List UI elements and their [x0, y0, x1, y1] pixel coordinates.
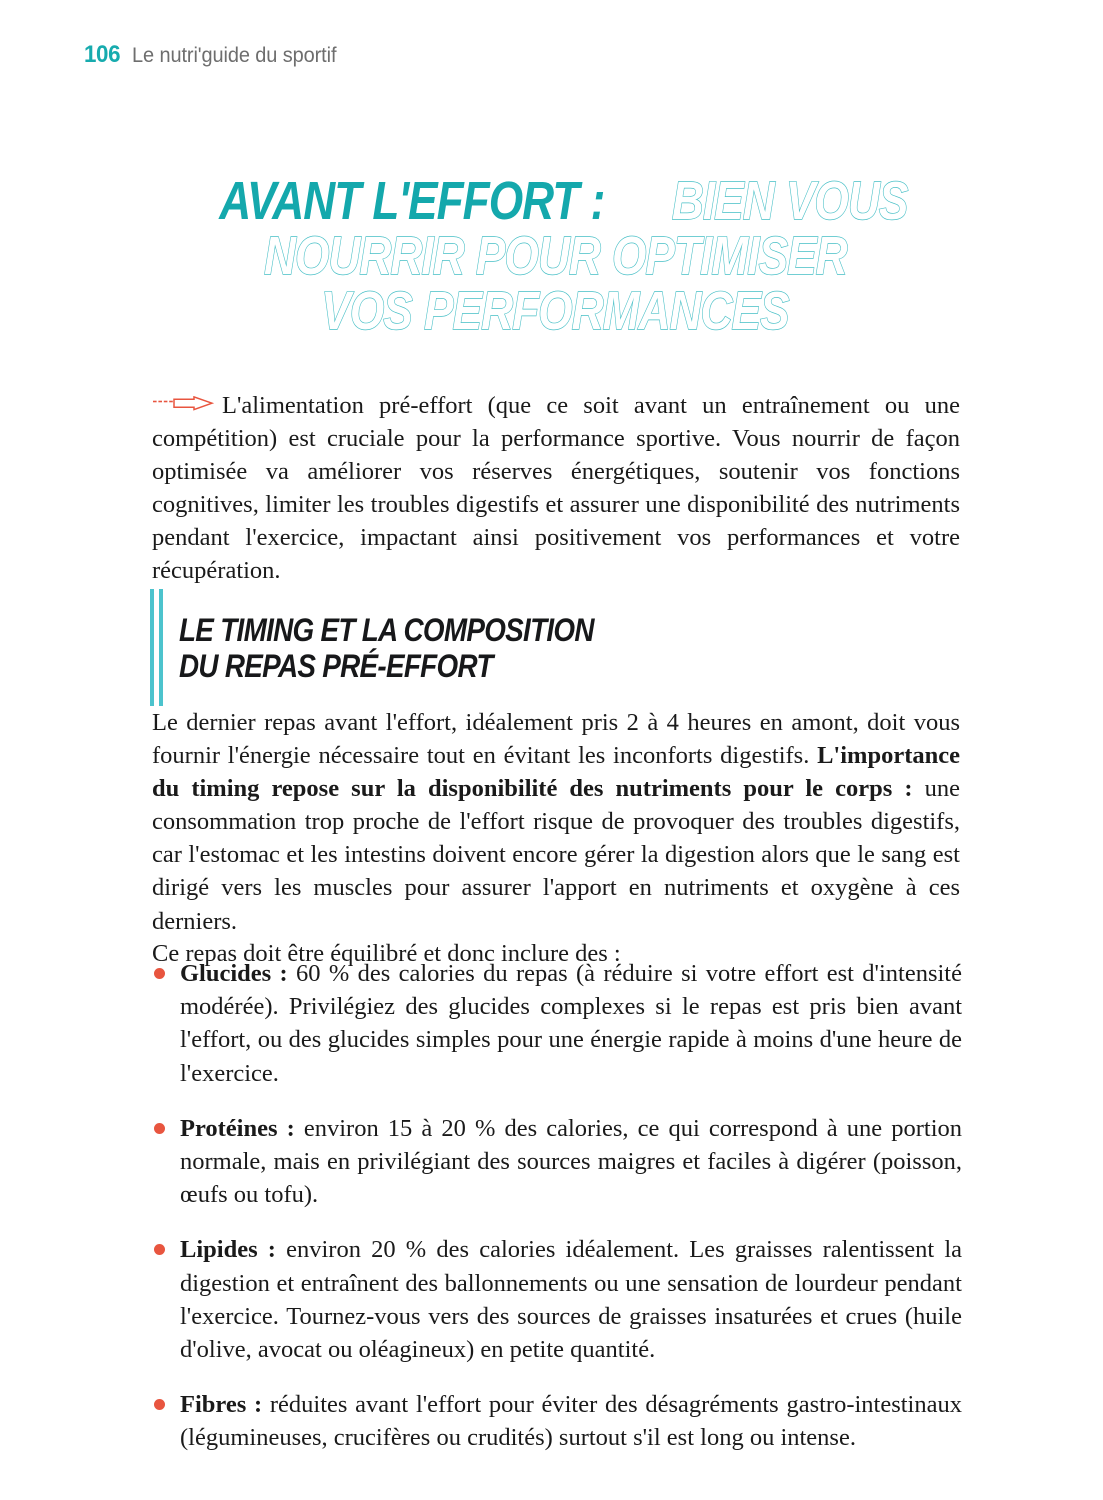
page-title [150, 171, 960, 342]
section-heading-line-1: LE TIMING ET LA COMPOSITION [179, 611, 594, 648]
paragraph-timing-part-2: une consommation trop proche de l'effort risque de provoquer des troubles digestifs, car l'estomac et les intestins doivent encore gérer la digestion alors que le sang est dirigé vers les muscles pour assurer l'apport en nutriments et oxygène à ces derniers. [152, 774, 961, 935]
list-item-label: Protéines : [180, 1114, 295, 1142]
page-number: 106 [84, 41, 121, 68]
running-header-title: Le nutri'guide du sportif [131, 44, 337, 67]
intro-paragraph [152, 387, 960, 588]
list-item-text: environ 15 à 20 % des calories, ce qui correspond à une portion normale, mais en privilégiant des sources maigres et faciles à digérer (poisson, œufs ou tofu). [180, 1114, 962, 1209]
list-item-content [180, 960, 962, 1087]
accent-bar-2 [159, 589, 163, 706]
page-title-outline-part-1: BIEN VOUS [672, 171, 908, 232]
list-item-text: environ 20 % des calories idéalement. Les graisses ralentissent la digestion et entraînent des ballonnements ou une sensation de lourdeur pendant l'exercice. Tournez-vous vers des sources de graisses insaturées et crues (huile d'olive, avocat ou oléagineux) en petite quantité. [180, 1236, 963, 1363]
page-title-outline-part-2: NOURRIR POUR OPTIMISER [263, 226, 847, 287]
section-heading-line-2: DU REPAS PRÉ-EFFORT [179, 648, 493, 685]
list-item-label: Glucides : [180, 960, 288, 987]
paragraph-timing-bold: L'importance du timing repose sur la disponibilité des nutriments pour le corps : [152, 741, 960, 802]
nutrient-bullet-list [152, 957, 962, 1454]
page-title-outline-part-3: VOS PERFORMANCES [321, 281, 789, 342]
running-header [84, 41, 347, 69]
section-heading-accent-bars [150, 585, 163, 711]
page-title-line-1 [150, 171, 960, 232]
list-item-content [180, 1115, 962, 1208]
list-item [152, 1233, 962, 1366]
paragraph-equilibre: Ce repas doit être équilibré et donc inclure des : [152, 939, 621, 967]
bullet-dot-icon [154, 1244, 165, 1255]
paragraph-timing-part-1: Le dernier repas avant l'effort, idéalement pris 2 à 4 heures en amont, doit vous fournir l'énergie nécessaire tout en évitant les inconforts digestifs. [152, 708, 960, 769]
list-item-text: 60 % des calories du repas (à réduire si votre effort est d'intensité modérée). Privilégiez des glucides complexes si le repas est pris bien avant l'effort, ou des glucides simples pour une énergie rapide à moins d'une heure de l'exercice. [180, 960, 962, 1087]
accent-bar-1 [150, 589, 154, 706]
list-item-label: Fibres : [180, 1391, 263, 1419]
section-heading-text [179, 612, 656, 685]
page-title-line-2 [150, 226, 960, 287]
page-title-line-3 [150, 281, 960, 342]
list-item [152, 1388, 962, 1454]
list-item [152, 1112, 962, 1212]
intro-paragraph-text: L'alimentation pré-effort (que ce soit avant un entraînement ou une compétition) est cruciale pour la performance sportive. Vous nourrir de façon optimisée va améliorer vos réserves énergétiques, soutenir vos fonctions cognitives, limiter les troubles digestifs et assurer une disponibilité des nutriments pendant l'exercice, impactant ainsi positivement vos performances et votre récupération. [152, 391, 960, 585]
bullet-dot-icon [154, 968, 165, 979]
bullet-dot-icon [154, 1399, 165, 1410]
paragraph-timing [152, 706, 960, 938]
arrow-right-marker-icon [152, 387, 214, 402]
bullet-dot-icon [154, 1123, 165, 1134]
list-item [152, 957, 962, 1090]
list-item-text: réduites avant l'effort pour éviter des désagréments gastro-intestinaux (légumineuses, crucifères ou crudités) surtout s'il est long ou intense. [180, 1391, 962, 1452]
list-item-label: Lipides : [180, 1236, 276, 1264]
page-title-solid-part: AVANT L'EFFORT : [218, 171, 604, 232]
list-item-content [180, 1391, 962, 1451]
section-heading [150, 585, 656, 711]
list-item-content [180, 1236, 962, 1363]
